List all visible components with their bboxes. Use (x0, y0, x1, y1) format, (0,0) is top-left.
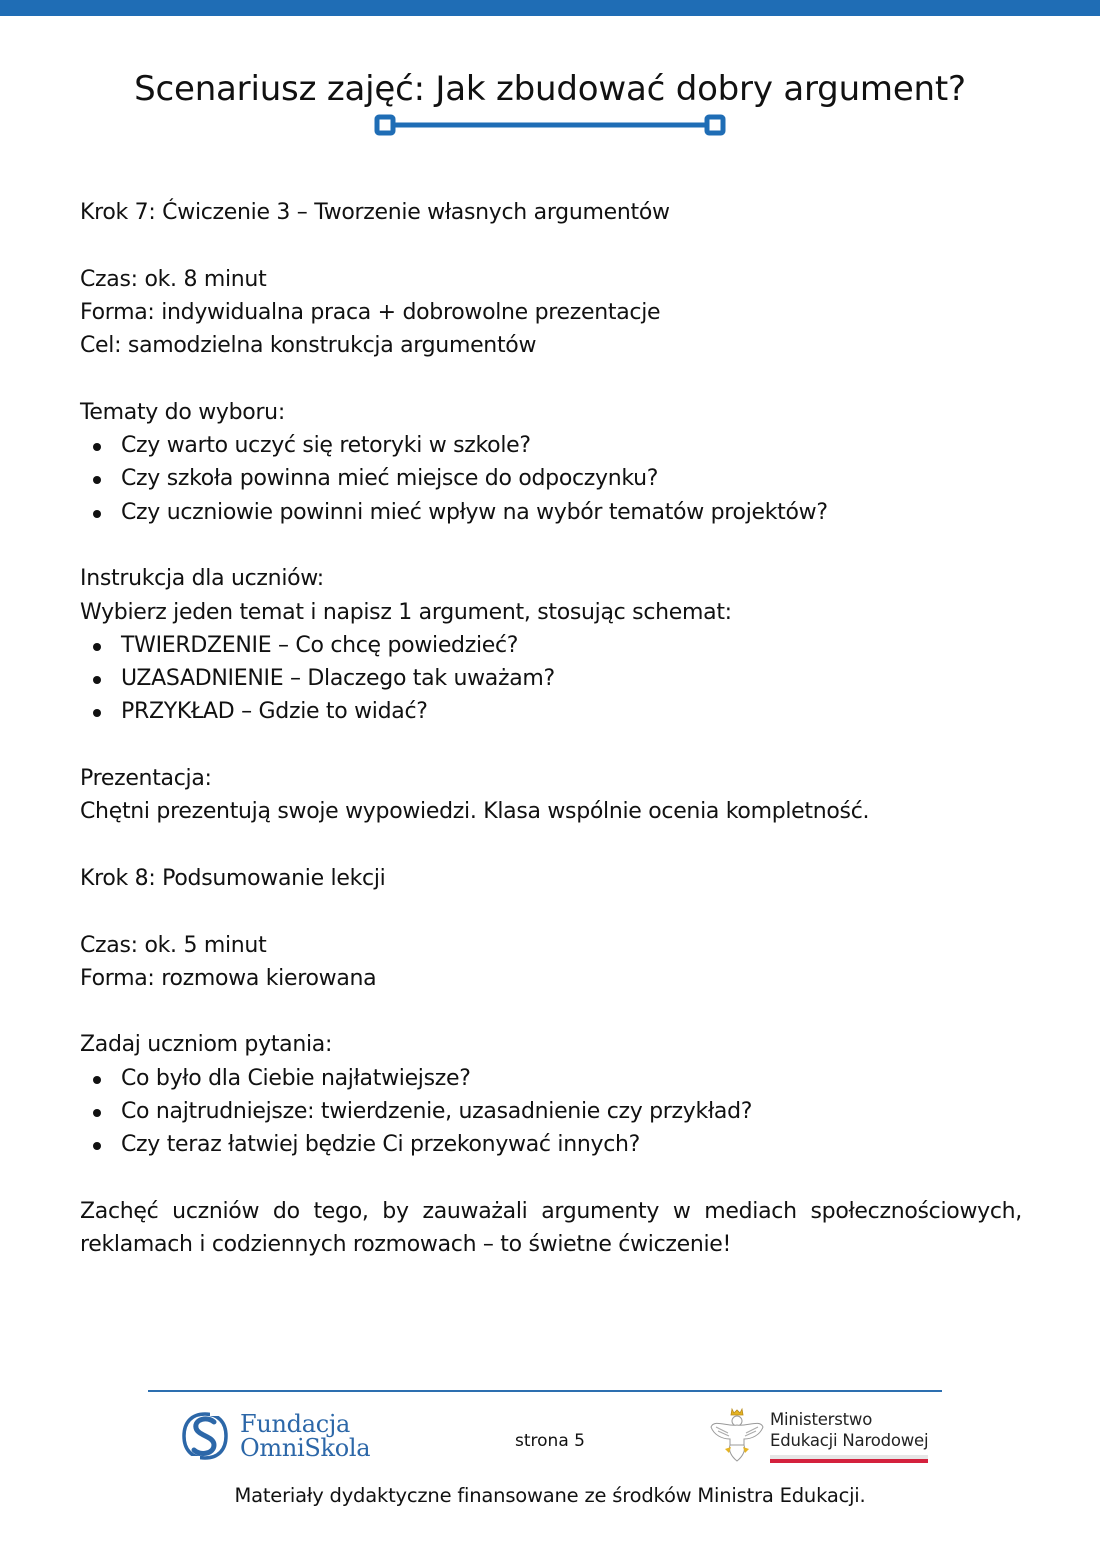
presentation-label: Prezentacja: (80, 766, 212, 792)
omniskola-name: Fundacja OmniSkola (240, 1410, 371, 1462)
top-accent-bar (0, 0, 1100, 16)
step7-heading: Krok 7: Ćwiczenie 3 – Tworzenie własnych argumentów (80, 200, 670, 225)
instruction-text: Wybierz jeden temat i napisz 1 argument, stosując schemat: (80, 599, 732, 625)
list-item: Co najtrudniejsze: twierdzenie, uzasadnienie czy przykład? (80, 1095, 1022, 1128)
step8-heading: Krok 8: Podsumowanie lekcji (80, 865, 386, 891)
funding-note: Materiały dydaktyczne finansowane ze środków Ministra Edukacji. (234, 1484, 866, 1507)
list-item: Czy uczniowie powinni mieć wpływ na wybór tematów projektów? (80, 496, 1022, 529)
title-divider-ornament (374, 114, 726, 136)
divider-right-square (707, 117, 723, 133)
topics-list (80, 429, 1022, 529)
step8-time: Czas: ok. 5 minut (80, 932, 267, 958)
step7-time: Czas: ok. 8 minut (80, 266, 267, 292)
list-item: Czy teraz łatwiej będzie Ci przekonywać innych? (80, 1128, 1022, 1161)
footer-divider (148, 1390, 942, 1392)
topics-label: Tematy do wyboru: (80, 399, 285, 425)
instruction-label: Instrukcja dla uczniów: (80, 566, 324, 592)
list-item: Czy szkoła powinna mieć miejsce do odpoczynku? (80, 462, 1022, 495)
list-item: Czy warto uczyć się retoryki w szkole? (80, 429, 1022, 462)
ministry-name: Ministerstwo Edukacji Narodowej (770, 1410, 929, 1450)
polish-flag-stripe (770, 1455, 928, 1464)
list-item: TWIERDZENIE – Co chcę powiedzieć? (80, 629, 1022, 662)
list-item: PRZYKŁAD – Gdzie to widać? (80, 695, 1022, 728)
divider-left-square (377, 117, 393, 133)
questions-list (80, 1062, 1022, 1162)
page-title: Scenariusz zajęć: Jak zbudować dobry argument? (134, 68, 966, 109)
page-number: strona 5 (515, 1431, 585, 1451)
closing-paragraph: Zachęć uczniów do tego, by zauważali argumenty w mediach społecznościowych, reklamach i codziennych rozmowach – to świetne ćwiczenie! (80, 1198, 1022, 1258)
list-item: Co było dla Ciebie najłatwiejsze? (80, 1062, 1022, 1095)
step8-form: Forma: rozmowa kierowana (80, 965, 377, 991)
step7-form: Forma: indywidualna praca + dobrowolne prezentacje (80, 299, 661, 325)
questions-label: Zadaj uczniom pytania: (80, 1032, 333, 1058)
step7-goal: Cel: samodzielna konstrukcja argumentów (80, 333, 537, 359)
polish-eagle-emblem-icon (708, 1405, 766, 1465)
presentation-text: Chętni prezentują swoje wypowiedzi. Klasa wspólnie ocenia kompletność. (80, 799, 870, 825)
document-body (80, 196, 1022, 1262)
list-item: UZASADNIENIE – Dlaczego tak uważam? (80, 662, 1022, 695)
schema-list (80, 629, 1022, 729)
